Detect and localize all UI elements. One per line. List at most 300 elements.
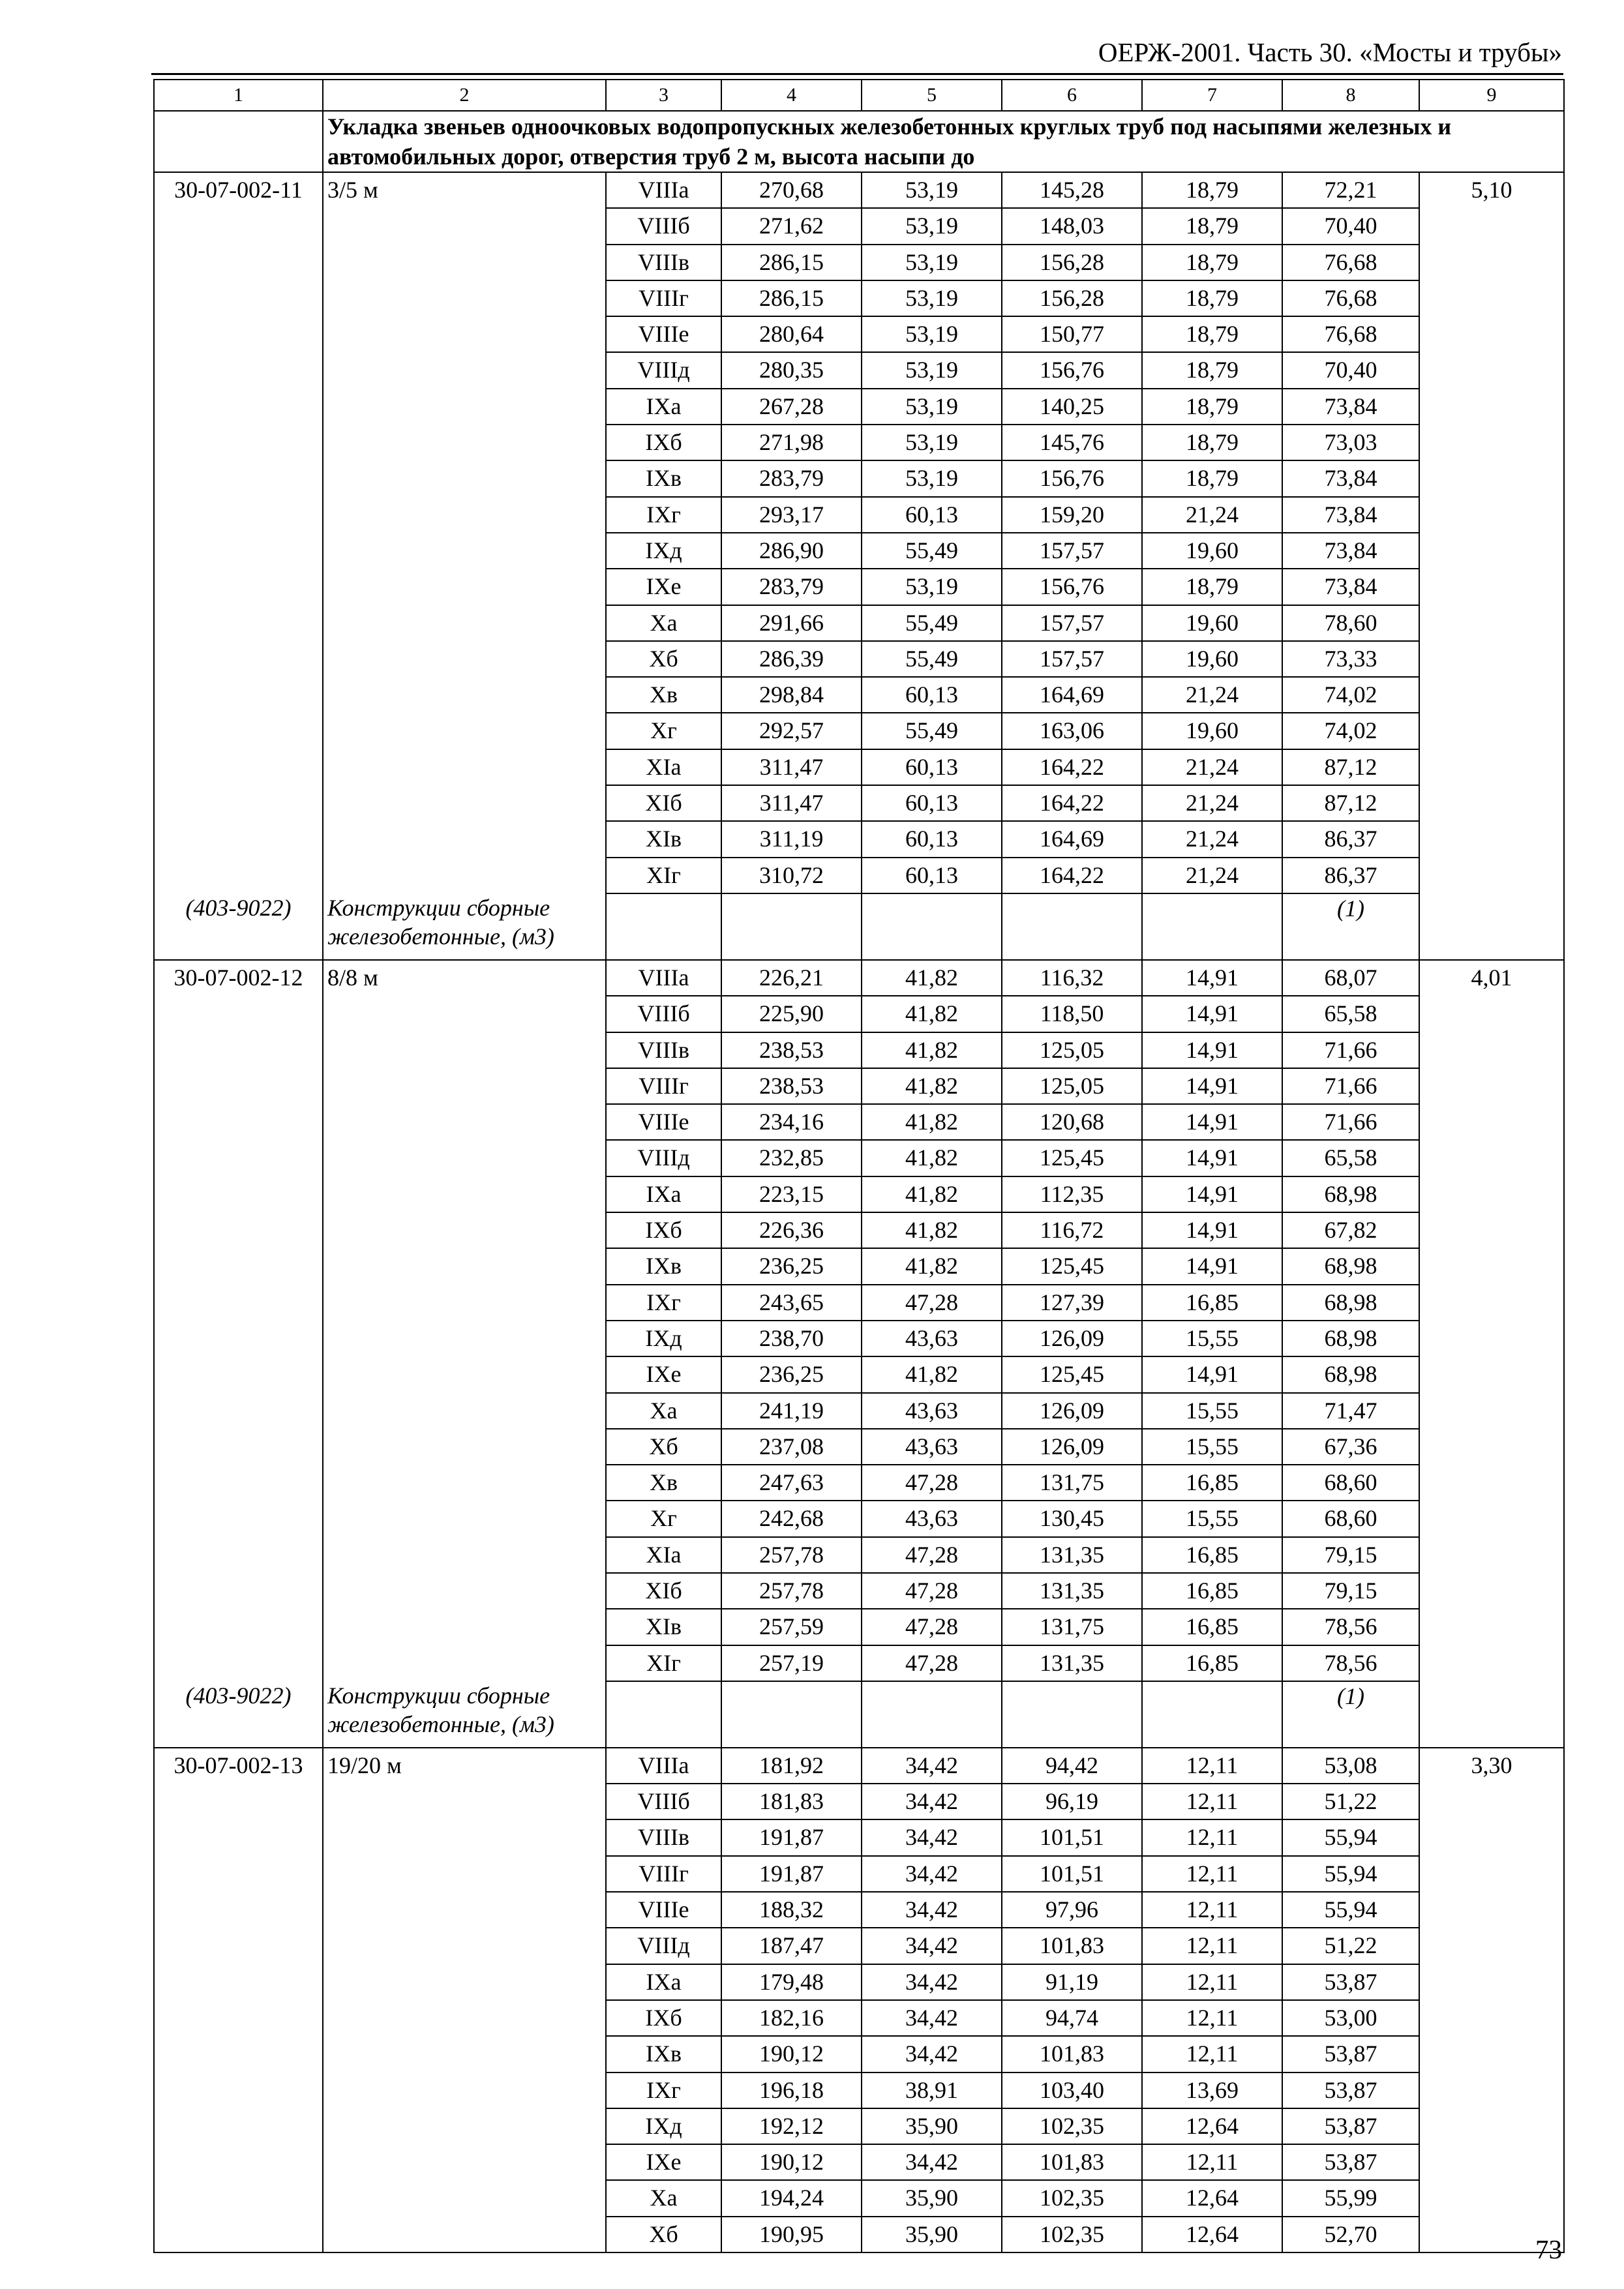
col9-value bbox=[1419, 2144, 1564, 2180]
value-cell: 87,12 bbox=[1282, 785, 1419, 821]
col9-value bbox=[1419, 749, 1564, 785]
table-row bbox=[154, 389, 1564, 425]
embankment-height bbox=[323, 1964, 606, 2000]
col9-value bbox=[1419, 1176, 1564, 1212]
value-cell: 47,28 bbox=[862, 1465, 1002, 1501]
value-cell: 280,35 bbox=[721, 352, 862, 388]
table-row bbox=[154, 996, 1564, 1032]
embankment-height bbox=[323, 497, 606, 533]
embankment-height bbox=[323, 2217, 606, 2252]
embankment-height bbox=[323, 533, 606, 569]
value-cell: 12,11 bbox=[1142, 1819, 1282, 1855]
value-cell: 68,98 bbox=[1282, 1321, 1419, 1356]
climate-zone: VIIIе bbox=[606, 1892, 721, 1928]
climate-zone: IXг bbox=[606, 1285, 721, 1321]
column-number-row bbox=[154, 80, 1564, 111]
value-cell: 72,21 bbox=[1282, 172, 1419, 208]
value-cell: 34,42 bbox=[862, 1892, 1002, 1928]
value-cell: 41,82 bbox=[862, 1356, 1002, 1392]
value-cell: 292,57 bbox=[721, 713, 862, 749]
material-code: (403-9022) bbox=[154, 1681, 323, 1748]
value-cell: 156,76 bbox=[1002, 460, 1142, 496]
value-cell: 18,79 bbox=[1142, 569, 1282, 605]
embankment-height: 19/20 м bbox=[323, 1748, 606, 1784]
table-row bbox=[154, 1964, 1564, 2000]
value-cell: 67,82 bbox=[1282, 1212, 1419, 1248]
embankment-height bbox=[323, 1104, 606, 1140]
rate-code bbox=[154, 785, 323, 821]
value-cell: 78,56 bbox=[1282, 1645, 1419, 1681]
value-cell: 16,85 bbox=[1142, 1285, 1282, 1321]
rate-code bbox=[154, 1609, 323, 1645]
climate-zone: IXв bbox=[606, 460, 721, 496]
table-row bbox=[154, 677, 1564, 713]
embankment-height bbox=[323, 1356, 606, 1392]
table-row bbox=[154, 2108, 1564, 2144]
value-cell: 298,84 bbox=[721, 677, 862, 713]
col9-value bbox=[1419, 389, 1564, 425]
value-cell: 125,05 bbox=[1002, 1068, 1142, 1104]
value-cell: 55,49 bbox=[862, 641, 1002, 677]
climate-zone: IXб bbox=[606, 2000, 721, 2036]
col9-value bbox=[1419, 641, 1564, 677]
section-title: Укладка звеньев одноочковых водопропускных железобетонных круглых труб под насыпями железных и автомобильных дорог, отверстия труб 2 м, высота насыпи до bbox=[323, 111, 1564, 172]
value-cell: 68,98 bbox=[1282, 1248, 1419, 1284]
value-cell: 47,28 bbox=[862, 1573, 1002, 1609]
value-cell: 65,58 bbox=[1282, 1140, 1419, 1176]
value-cell: 94,42 bbox=[1002, 1748, 1142, 1784]
col9-value: 4,01 bbox=[1419, 960, 1564, 996]
value-cell: 118,50 bbox=[1002, 996, 1142, 1032]
value-cell: 53,19 bbox=[862, 316, 1002, 352]
value-cell: 34,42 bbox=[862, 2144, 1002, 2180]
value-cell: 257,19 bbox=[721, 1645, 862, 1681]
value-cell: 257,78 bbox=[721, 1573, 862, 1609]
rate-code bbox=[154, 1892, 323, 1928]
table-row bbox=[154, 1501, 1564, 1536]
value-cell: 283,79 bbox=[721, 569, 862, 605]
value-cell: 14,91 bbox=[1142, 1356, 1282, 1392]
col9-value bbox=[1419, 497, 1564, 533]
value-cell: 71,47 bbox=[1282, 1393, 1419, 1429]
value-cell: 21,24 bbox=[1142, 749, 1282, 785]
rate-code bbox=[154, 1140, 323, 1176]
table-row bbox=[154, 1645, 1564, 1681]
table-row bbox=[154, 1537, 1564, 1573]
value-cell: 71,66 bbox=[1282, 1104, 1419, 1140]
embankment-height bbox=[323, 1068, 606, 1104]
value-cell: 236,25 bbox=[721, 1356, 862, 1392]
value-cell: 140,25 bbox=[1002, 389, 1142, 425]
rate-code bbox=[154, 280, 323, 316]
value-cell: 55,94 bbox=[1282, 1892, 1419, 1928]
value-cell: 311,47 bbox=[721, 785, 862, 821]
value-cell: 18,79 bbox=[1142, 245, 1282, 280]
value-cell: 270,68 bbox=[721, 172, 862, 208]
value-cell: 73,84 bbox=[1282, 533, 1419, 569]
value-cell: 73,33 bbox=[1282, 641, 1419, 677]
col9-value bbox=[1419, 569, 1564, 605]
value-cell: 73,84 bbox=[1282, 460, 1419, 496]
table-row bbox=[154, 641, 1564, 677]
value-cell: 53,19 bbox=[862, 569, 1002, 605]
value-cell: 74,02 bbox=[1282, 713, 1419, 749]
climate-zone: VIIIд bbox=[606, 352, 721, 388]
value-cell: 14,91 bbox=[1142, 1248, 1282, 1284]
climate-zone: IXг bbox=[606, 2072, 721, 2108]
value-cell: 19,60 bbox=[1142, 533, 1282, 569]
rate-code bbox=[154, 641, 323, 677]
value-cell: 148,03 bbox=[1002, 208, 1142, 244]
value-cell: 12,64 bbox=[1142, 2108, 1282, 2144]
embankment-height bbox=[323, 821, 606, 857]
rate-code bbox=[154, 605, 323, 641]
running-header: ОЕРЖ-2001. Часть 30. «Мосты и трубы» bbox=[1098, 37, 1562, 67]
value-cell: 21,24 bbox=[1142, 858, 1282, 893]
rate-code bbox=[154, 389, 323, 425]
value-cell: 47,28 bbox=[862, 1609, 1002, 1645]
value-cell: 79,15 bbox=[1282, 1573, 1419, 1609]
value-cell: 55,94 bbox=[1282, 1819, 1419, 1855]
value-cell: 286,15 bbox=[721, 280, 862, 316]
col9-value bbox=[1419, 1784, 1564, 1819]
embankment-height bbox=[323, 1856, 606, 1892]
climate-zone: IXг bbox=[606, 497, 721, 533]
col9-value bbox=[1419, 1609, 1564, 1645]
embankment-height bbox=[323, 749, 606, 785]
value-cell: 101,83 bbox=[1002, 2036, 1142, 2072]
col9-value bbox=[1419, 425, 1564, 460]
value-cell: 164,22 bbox=[1002, 785, 1142, 821]
rate-code bbox=[154, 1928, 323, 1964]
rate-code bbox=[154, 2000, 323, 2036]
value-cell: 14,91 bbox=[1142, 1140, 1282, 1176]
embankment-height: 3/5 м bbox=[323, 172, 606, 208]
rate-code bbox=[154, 1465, 323, 1501]
value-cell: 131,35 bbox=[1002, 1537, 1142, 1573]
value-cell: 14,91 bbox=[1142, 1068, 1282, 1104]
value-cell: 223,15 bbox=[721, 1176, 862, 1212]
rate-code bbox=[154, 497, 323, 533]
table-row bbox=[154, 2144, 1564, 2180]
value-cell: 41,82 bbox=[862, 1176, 1002, 1212]
col9-value bbox=[1419, 821, 1564, 857]
embankment-height bbox=[323, 1140, 606, 1176]
col9-value bbox=[1419, 713, 1564, 749]
value-cell: 271,98 bbox=[721, 425, 862, 460]
column-number: 9 bbox=[1419, 80, 1564, 111]
table-row bbox=[154, 1212, 1564, 1248]
value-cell: 131,75 bbox=[1002, 1465, 1142, 1501]
value-cell: 101,51 bbox=[1002, 1819, 1142, 1855]
table-row bbox=[154, 1748, 1564, 1784]
embankment-height bbox=[323, 1465, 606, 1501]
value-cell: 55,99 bbox=[1282, 2180, 1419, 2216]
climate-zone: Xб bbox=[606, 641, 721, 677]
value-cell: 60,13 bbox=[862, 785, 1002, 821]
climate-zone: VIIIв bbox=[606, 245, 721, 280]
empty-cell bbox=[721, 1681, 862, 1748]
climate-zone: VIIIа bbox=[606, 960, 721, 996]
rate-code bbox=[154, 1645, 323, 1681]
value-cell: 311,47 bbox=[721, 749, 862, 785]
climate-zone: XIг bbox=[606, 858, 721, 893]
value-cell: 78,56 bbox=[1282, 1609, 1419, 1645]
value-cell: 70,40 bbox=[1282, 208, 1419, 244]
material-qty: (1) bbox=[1282, 1681, 1419, 1748]
value-cell: 225,90 bbox=[721, 996, 862, 1032]
col9-value bbox=[1419, 533, 1564, 569]
rate-code bbox=[154, 1321, 323, 1356]
rate-code bbox=[154, 316, 323, 352]
value-cell: 68,98 bbox=[1282, 1356, 1419, 1392]
col9-value bbox=[1419, 858, 1564, 893]
table-body bbox=[154, 80, 1564, 2252]
climate-zone: IXе bbox=[606, 2144, 721, 2180]
climate-zone: VIIIб bbox=[606, 208, 721, 244]
rate-code bbox=[154, 2072, 323, 2108]
embankment-height bbox=[323, 389, 606, 425]
value-cell: 145,76 bbox=[1002, 425, 1142, 460]
value-cell: 71,66 bbox=[1282, 1032, 1419, 1068]
col9-value bbox=[1419, 2072, 1564, 2108]
column-number: 3 bbox=[606, 80, 721, 111]
col9-value bbox=[1419, 2180, 1564, 2216]
value-cell: 238,53 bbox=[721, 1032, 862, 1068]
table-row bbox=[154, 1429, 1564, 1465]
col9-value bbox=[1419, 1356, 1564, 1392]
rate-code bbox=[154, 1964, 323, 2000]
table-row bbox=[154, 960, 1564, 996]
table-row bbox=[154, 1176, 1564, 1212]
value-cell: 35,90 bbox=[862, 2217, 1002, 2252]
column-number: 7 bbox=[1142, 80, 1282, 111]
value-cell: 76,68 bbox=[1282, 280, 1419, 316]
value-cell: 190,12 bbox=[721, 2144, 862, 2180]
value-cell: 286,39 bbox=[721, 641, 862, 677]
value-cell: 21,24 bbox=[1142, 821, 1282, 857]
embankment-height bbox=[323, 1321, 606, 1356]
embankment-height bbox=[323, 785, 606, 821]
climate-zone: VIIIв bbox=[606, 1819, 721, 1855]
value-cell: 291,66 bbox=[721, 605, 862, 641]
column-number: 1 bbox=[154, 80, 323, 111]
value-cell: 97,96 bbox=[1002, 1892, 1142, 1928]
value-cell: 116,72 bbox=[1002, 1212, 1142, 1248]
value-cell: 293,17 bbox=[721, 497, 862, 533]
embankment-height bbox=[323, 1032, 606, 1068]
value-cell: 73,03 bbox=[1282, 425, 1419, 460]
value-cell: 120,68 bbox=[1002, 1104, 1142, 1140]
value-cell: 53,19 bbox=[862, 208, 1002, 244]
embankment-height bbox=[323, 1537, 606, 1573]
col9-value bbox=[1419, 1819, 1564, 1855]
table-row bbox=[154, 1465, 1564, 1501]
value-cell: 157,57 bbox=[1002, 605, 1142, 641]
value-cell: 311,19 bbox=[721, 821, 862, 857]
value-cell: 163,06 bbox=[1002, 713, 1142, 749]
value-cell: 267,28 bbox=[721, 389, 862, 425]
table-row bbox=[154, 1032, 1564, 1068]
value-cell: 96,19 bbox=[1002, 1784, 1142, 1819]
value-cell: 131,35 bbox=[1002, 1645, 1142, 1681]
value-cell: 18,79 bbox=[1142, 280, 1282, 316]
col9-value bbox=[1419, 280, 1564, 316]
col9-value bbox=[1419, 605, 1564, 641]
section-title-row bbox=[154, 111, 1564, 172]
value-cell: 79,15 bbox=[1282, 1537, 1419, 1573]
rate-code bbox=[154, 1176, 323, 1212]
value-cell: 102,35 bbox=[1002, 2180, 1142, 2216]
value-cell: 43,63 bbox=[862, 1501, 1002, 1536]
rate-code bbox=[154, 2144, 323, 2180]
value-cell: 43,63 bbox=[862, 1429, 1002, 1465]
value-cell: 34,42 bbox=[862, 1784, 1002, 1819]
table-row bbox=[154, 569, 1564, 605]
climate-zone: IXа bbox=[606, 389, 721, 425]
embankment-height bbox=[323, 1248, 606, 1284]
table-row bbox=[154, 1285, 1564, 1321]
value-cell: 55,49 bbox=[862, 713, 1002, 749]
embankment-height bbox=[323, 1928, 606, 1964]
value-cell: 16,85 bbox=[1142, 1465, 1282, 1501]
value-cell: 16,85 bbox=[1142, 1573, 1282, 1609]
value-cell: 78,60 bbox=[1282, 605, 1419, 641]
value-cell: 86,37 bbox=[1282, 821, 1419, 857]
rate-code: 30-07-002-13 bbox=[154, 1748, 323, 1784]
table-row bbox=[154, 1573, 1564, 1609]
value-cell: 53,19 bbox=[862, 245, 1002, 280]
column-number: 4 bbox=[721, 80, 862, 111]
table-row bbox=[154, 605, 1564, 641]
value-cell: 53,19 bbox=[862, 460, 1002, 496]
value-cell: 15,55 bbox=[1142, 1321, 1282, 1356]
value-cell: 52,70 bbox=[1282, 2217, 1419, 2252]
embankment-height bbox=[323, 1892, 606, 1928]
value-cell: 12,11 bbox=[1142, 2144, 1282, 2180]
embankment-height bbox=[323, 460, 606, 496]
empty-cell bbox=[862, 1681, 1002, 1748]
value-cell: 283,79 bbox=[721, 460, 862, 496]
table-row bbox=[154, 208, 1564, 244]
table-row bbox=[154, 858, 1564, 893]
value-cell: 102,35 bbox=[1002, 2108, 1142, 2144]
rate-code: 30-07-002-12 bbox=[154, 960, 323, 996]
table-row bbox=[154, 1068, 1564, 1104]
material-qty: (1) bbox=[1282, 893, 1419, 960]
value-cell: 34,42 bbox=[862, 1748, 1002, 1784]
col9-value bbox=[1419, 2000, 1564, 2036]
embankment-height bbox=[323, 2000, 606, 2036]
value-cell: 12,11 bbox=[1142, 1964, 1282, 2000]
value-cell: 241,19 bbox=[721, 1393, 862, 1429]
value-cell: 125,45 bbox=[1002, 1356, 1142, 1392]
empty-cell bbox=[1002, 893, 1142, 960]
embankment-height bbox=[323, 1573, 606, 1609]
value-cell: 18,79 bbox=[1142, 389, 1282, 425]
value-cell: 112,35 bbox=[1002, 1176, 1142, 1212]
value-cell: 286,15 bbox=[721, 245, 862, 280]
value-cell: 13,69 bbox=[1142, 2072, 1282, 2108]
rate-code bbox=[154, 1248, 323, 1284]
value-cell: 14,91 bbox=[1142, 960, 1282, 996]
rate-code bbox=[154, 821, 323, 857]
value-cell: 188,32 bbox=[721, 1892, 862, 1928]
value-cell: 65,58 bbox=[1282, 996, 1419, 1032]
col9-value bbox=[1419, 1964, 1564, 2000]
value-cell: 280,64 bbox=[721, 316, 862, 352]
material-name: Конструкции сборные железобетонные, (м3) bbox=[323, 893, 606, 960]
climate-zone: XIа bbox=[606, 749, 721, 785]
rate-code bbox=[154, 245, 323, 280]
climate-zone: XIв bbox=[606, 1609, 721, 1645]
value-cell: 67,36 bbox=[1282, 1429, 1419, 1465]
rate-code bbox=[154, 1501, 323, 1536]
value-cell: 55,49 bbox=[862, 533, 1002, 569]
material-note-row bbox=[154, 893, 1564, 960]
value-cell: 41,82 bbox=[862, 1212, 1002, 1248]
value-cell: 156,28 bbox=[1002, 245, 1142, 280]
column-number: 2 bbox=[323, 80, 606, 111]
material-name: Конструкции сборные железобетонные, (м3) bbox=[323, 1681, 606, 1748]
table-row bbox=[154, 1321, 1564, 1356]
value-cell: 53,87 bbox=[1282, 1964, 1419, 2000]
value-cell: 157,57 bbox=[1002, 533, 1142, 569]
value-cell: 234,16 bbox=[721, 1104, 862, 1140]
value-cell: 126,09 bbox=[1002, 1429, 1142, 1465]
value-cell: 53,19 bbox=[862, 352, 1002, 388]
rate-code bbox=[154, 2180, 323, 2216]
value-cell: 60,13 bbox=[862, 749, 1002, 785]
climate-zone: VIIIб bbox=[606, 996, 721, 1032]
value-cell: 35,90 bbox=[862, 2180, 1002, 2216]
value-cell: 19,60 bbox=[1142, 713, 1282, 749]
rate-code bbox=[154, 533, 323, 569]
value-cell: 68,60 bbox=[1282, 1501, 1419, 1536]
embankment-height bbox=[323, 2144, 606, 2180]
climate-zone: VIIIв bbox=[606, 1032, 721, 1068]
climate-zone: XIв bbox=[606, 821, 721, 857]
table-row bbox=[154, 1356, 1564, 1392]
value-cell: 226,21 bbox=[721, 960, 862, 996]
value-cell: 18,79 bbox=[1142, 316, 1282, 352]
climate-zone: VIIIа bbox=[606, 172, 721, 208]
climate-zone: IXе bbox=[606, 569, 721, 605]
rate-code bbox=[154, 569, 323, 605]
col9-value bbox=[1419, 460, 1564, 496]
value-cell: 94,74 bbox=[1002, 2000, 1142, 2036]
value-cell: 73,84 bbox=[1282, 389, 1419, 425]
climate-zone: IXа bbox=[606, 1176, 721, 1212]
value-cell: 101,51 bbox=[1002, 1856, 1142, 1892]
value-cell: 247,63 bbox=[721, 1465, 862, 1501]
table-row bbox=[154, 1892, 1564, 1928]
value-cell: 164,22 bbox=[1002, 858, 1142, 893]
value-cell: 12,11 bbox=[1142, 1784, 1282, 1819]
value-cell: 286,90 bbox=[721, 533, 862, 569]
rate-code bbox=[154, 2217, 323, 2252]
climate-zone: XIб bbox=[606, 1573, 721, 1609]
rate-code bbox=[154, 1393, 323, 1429]
embankment-height bbox=[323, 425, 606, 460]
column-number: 8 bbox=[1282, 80, 1419, 111]
value-cell: 156,76 bbox=[1002, 352, 1142, 388]
value-cell: 12,11 bbox=[1142, 1928, 1282, 1964]
embankment-height bbox=[323, 2180, 606, 2216]
climate-zone: XIг bbox=[606, 1645, 721, 1681]
empty-cell bbox=[721, 893, 862, 960]
value-cell: 101,83 bbox=[1002, 1928, 1142, 1964]
